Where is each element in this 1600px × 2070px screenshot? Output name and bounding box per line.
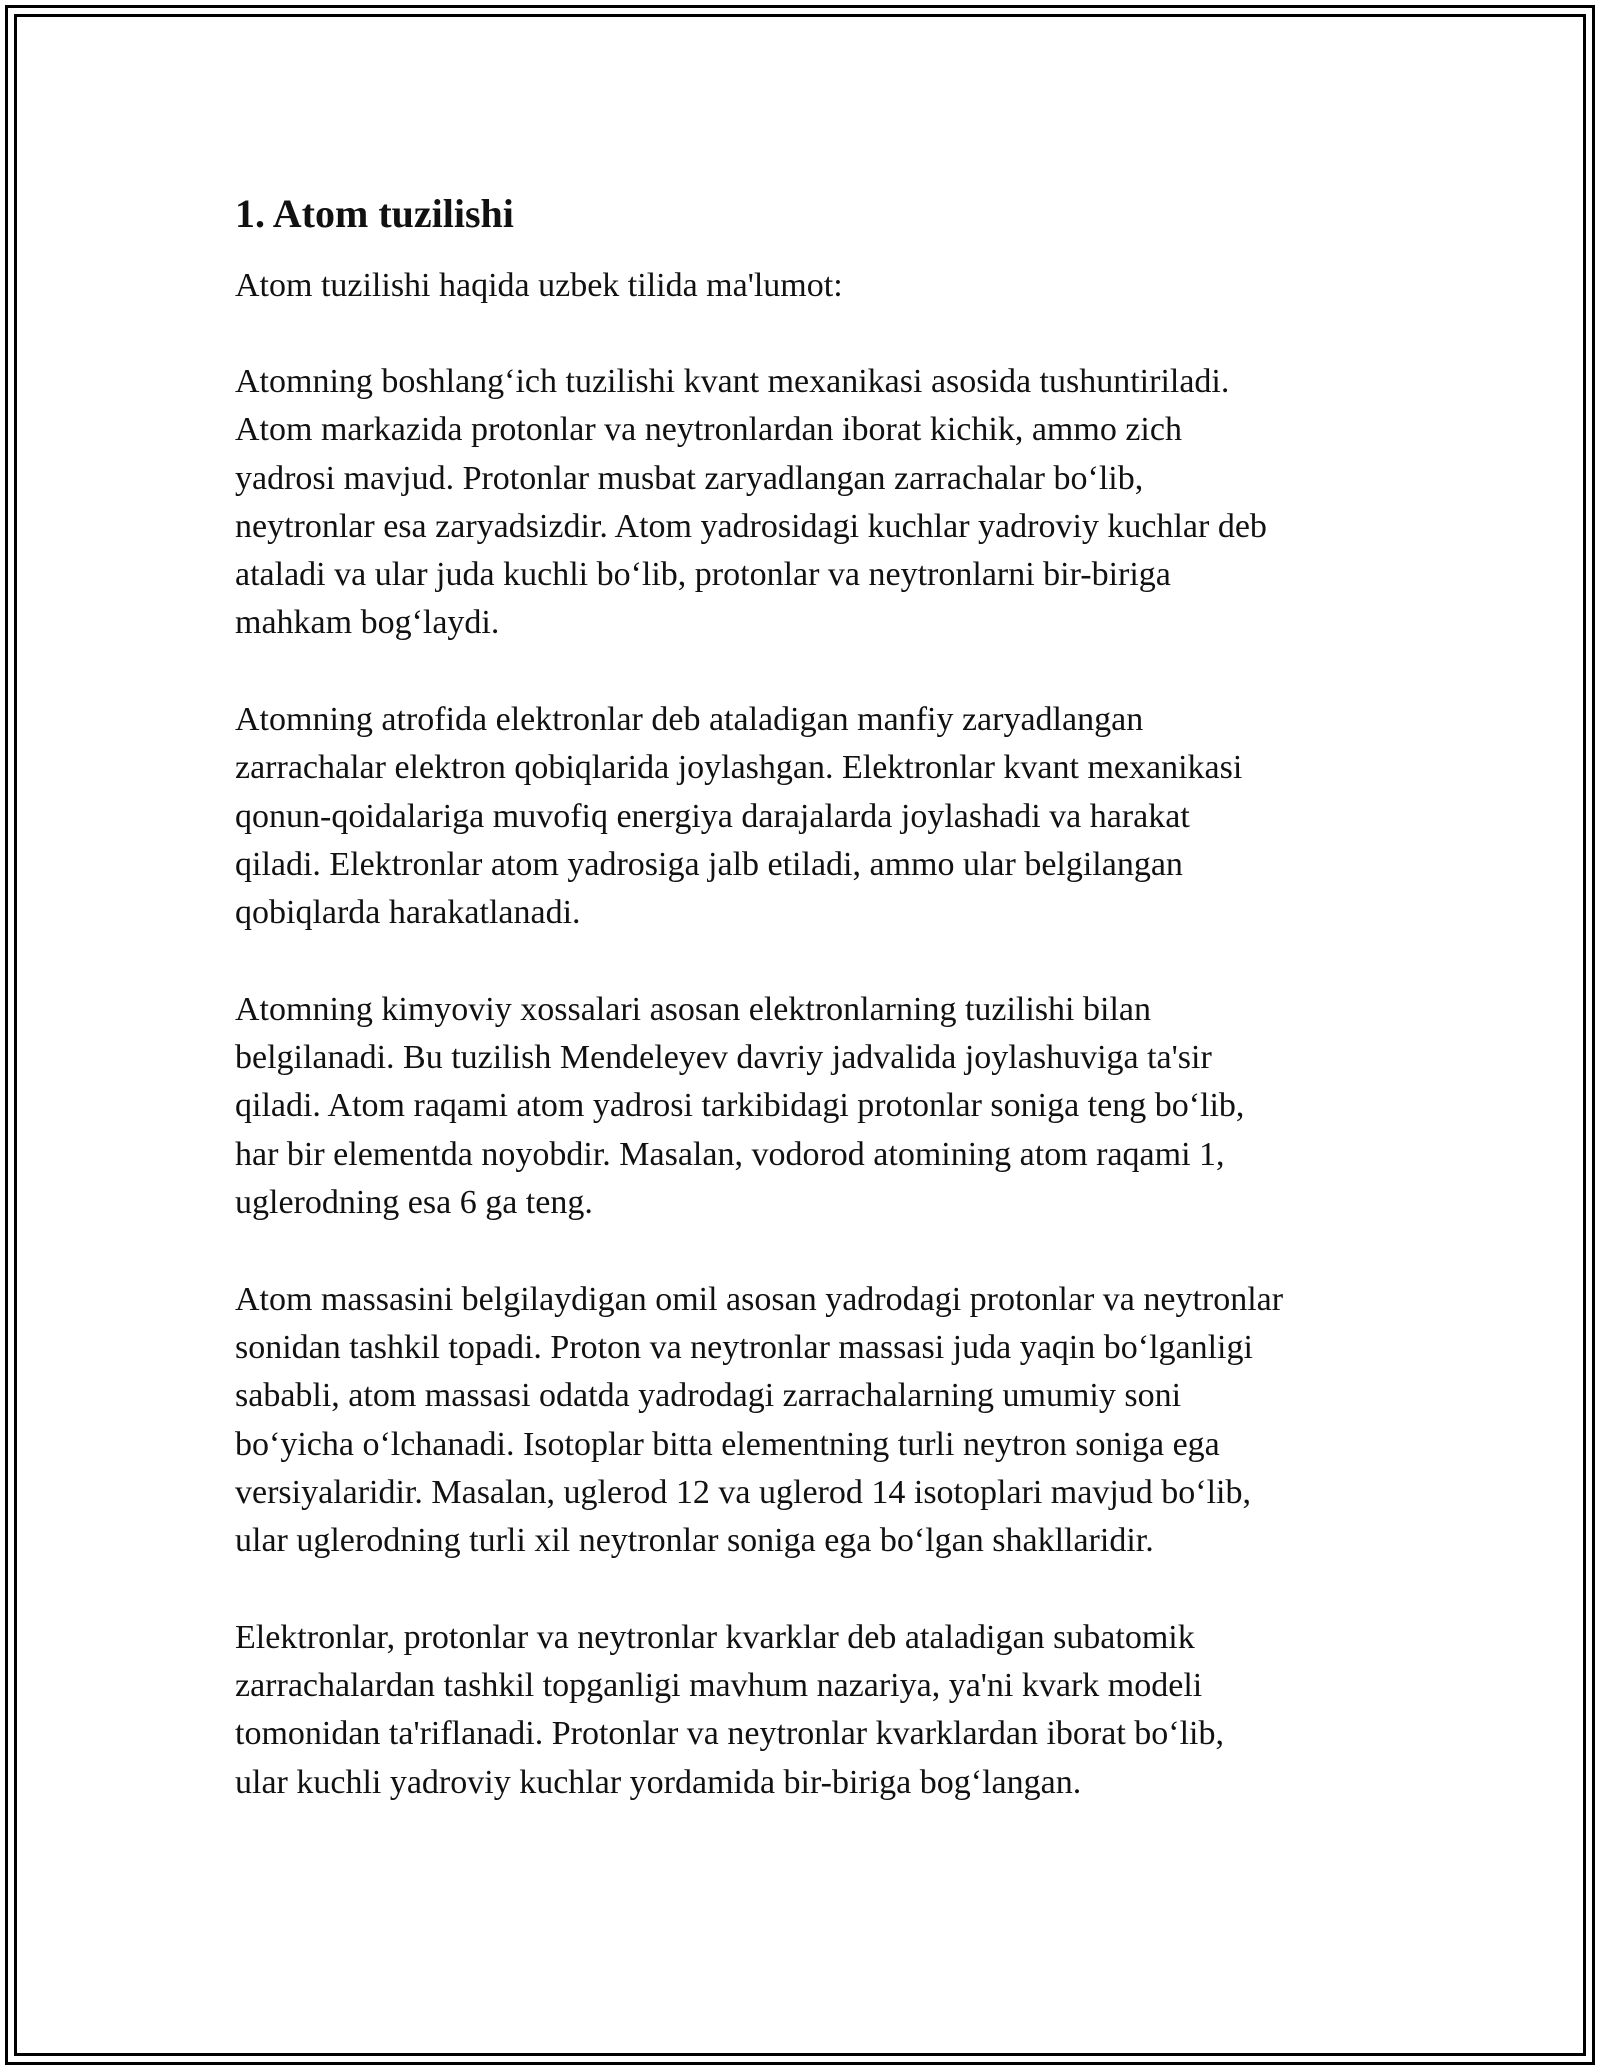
paragraph-line: qobiqlarda harakatlanadi. <box>235 894 581 932</box>
paragraph-line: ular uglerodning turli xil neytronlar soniga ega bo‘lgan shakllaridir. <box>235 1522 1154 1560</box>
paragraph <box>235 1276 1385 1566</box>
paragraph <box>235 1614 1385 1807</box>
paragraph-line: versiyalaridir. Masalan, uglerod 12 va uglerod 14 isotoplari mavjud bo‘lib, <box>235 1473 1251 1511</box>
paragraph-line: tomonidan ta'riflanadi. Protonlar va neytronlar kvarklardan iborat bo‘lib, <box>235 1715 1224 1753</box>
paragraph-line: zarrachalar elektron qobiqlarida joylashgan. Elektronlar kvant mexanikasi <box>235 749 1243 787</box>
paragraph-line: uglerodning esa 6 ga teng. <box>235 1184 593 1222</box>
paragraph-line: sababli, atom massasi odatda yadrodagi zarrachalarning umumiy soni <box>235 1377 1182 1415</box>
paragraph-line: ular kuchli yadroviy kuchlar yordamida bir-biriga bog‘langan. <box>235 1763 1082 1801</box>
paragraph-line: Atomning kimyoviy xossalari asosan elektronlarning tuzilishi bilan <box>235 990 1151 1028</box>
paragraph-line: qiladi. Atom raqami atom yadrosi tarkibidagi protonlar soniga teng bo‘lib, <box>235 1087 1245 1125</box>
document-body <box>235 188 1385 1855</box>
paragraph-line: Atomning boshlang‘ich tuzilishi kvant mexanikasi asosida tushuntiriladi. <box>235 363 1230 400</box>
paragraph-line: ataladi va ular juda kuchli bo‘lib, protonlar va neytronlarni bir-biriga <box>235 556 1171 594</box>
paragraph-line: Atomning atrofida elektronlar deb ataladigan manfiy zaryadlangan <box>235 701 1144 739</box>
paragraph-line: Atom massasini belgilaydigan omil asosan yadrodagi protonlar va neytronlar <box>235 1280 1284 1318</box>
paragraph <box>235 696 1385 937</box>
intro-text: Atom tuzilishi haqida uzbek tilida ma'lumot: <box>235 267 843 304</box>
paragraph-line: neytronlar esa zaryadsizdir. Atom yadrosidagi kuchlar yadroviy kuchlar deb <box>235 507 1267 545</box>
paragraph <box>235 986 1385 1227</box>
paragraph-line: mahkam bog‘laydi. <box>235 604 500 642</box>
paragraph-line: Atom markazida protonlar va neytronlardan iborat kichik, ammo zich <box>235 411 1182 449</box>
paragraph-line: Elektronlar, protonlar va neytronlar kvarklar deb ataladigan subatomik <box>235 1618 1195 1656</box>
paragraph-line: yadrosi mavjud. Protonlar musbat zaryadlangan zarrachalar bo‘lib, <box>235 459 1144 497</box>
paragraph-line: qonun-qoidalariga muvofiq energiya darajalarda joylashadi va harakat <box>235 797 1190 835</box>
section-heading: 1. Atom tuzilishi <box>235 191 514 236</box>
paragraph-line: belgilanadi. Bu tuzilish Mendeleyev davriy jadvalida joylashuviga ta'sir <box>235 1039 1212 1077</box>
paragraph-line: sonidan tashkil topadi. Proton va neytronlar massasi juda yaqin bo‘lganligi <box>235 1328 1253 1366</box>
paragraph-line: har bir elementda noyobdir. Masalan, vodorod atomining atom raqami 1, <box>235 1135 1225 1173</box>
paragraph-list <box>235 358 1385 1807</box>
paragraph-line: bo‘yicha o‘lchanadi. Isotoplar bitta elementning turli neytron soniga ega <box>235 1425 1220 1463</box>
paragraph-line: zarrachalardan tashkil topganligi mavhum nazariya, ya'ni kvark modeli <box>235 1667 1203 1705</box>
paragraph-line: qiladi. Elektronlar atom yadrosiga jalb etiladi, ammo ular belgilangan <box>235 845 1183 883</box>
paragraph <box>235 358 1385 648</box>
